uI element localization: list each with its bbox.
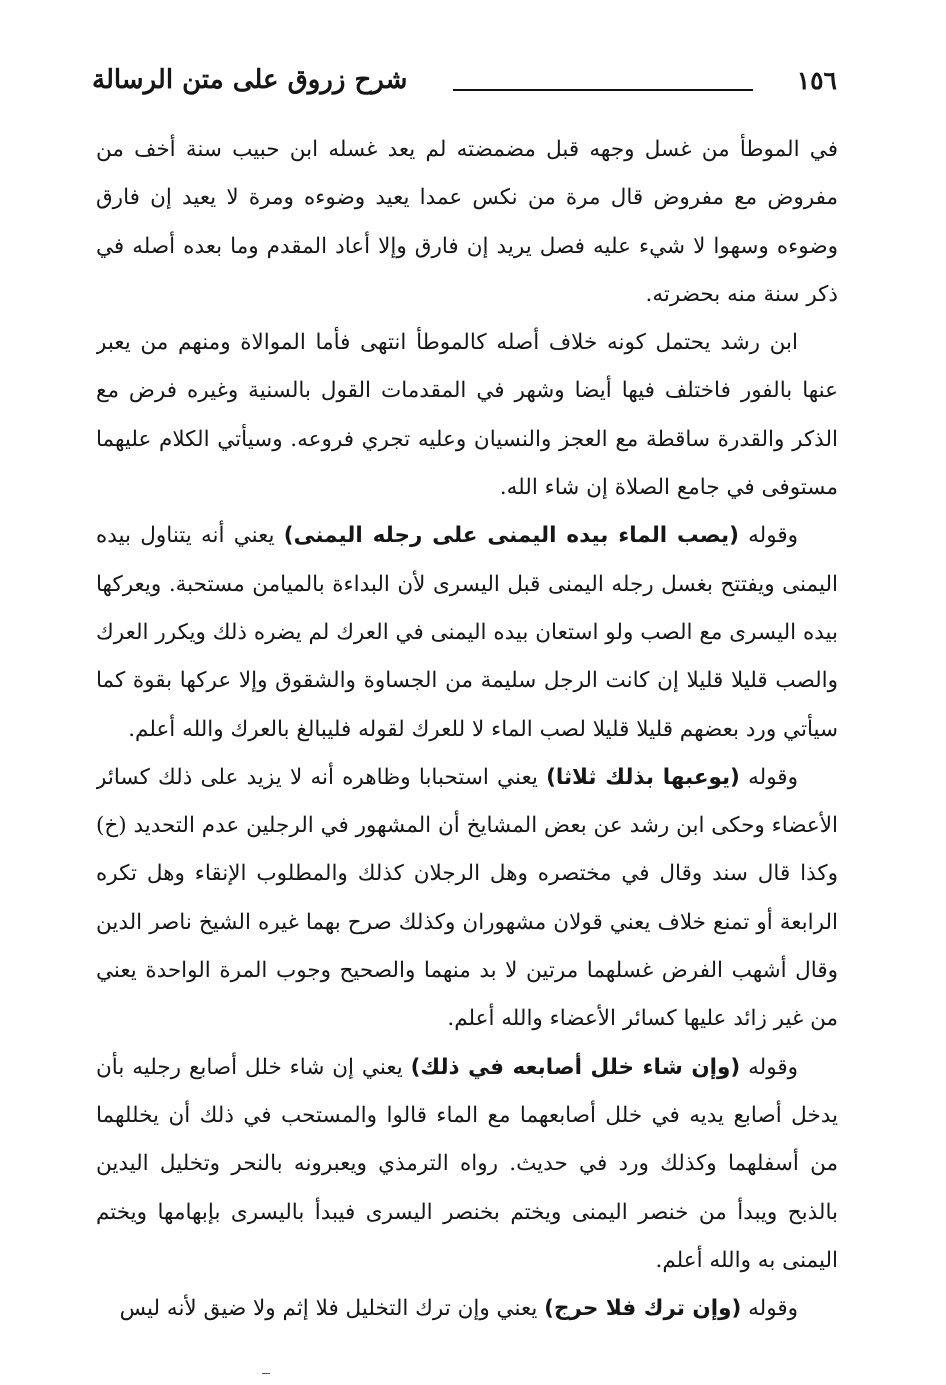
paragraph [96, 1044, 838, 1285]
paragraph-text: يعني وإن ترك التخليل فلا إثم ولا ضيق لأنه ليس [119, 1296, 538, 1322]
paragraph-text: يعني إن شاء خلل أصابع رجليه بأن يدخل أصابع يديه في خلل أصابعهما مع الماء قالوا والمستحب في ذلك أن يخللهما من أسفلهما وكذلك ورد في حديث. رواه الترمذي ويعبرونه بالنحر وتخليل اليدين بالذبح ويبدأ من خنصر اليمنى ويختم بخنصر اليسرى فيبدأ باليسرى بإبهامها ويختم اليمنى به والله أعلم. [96, 1054, 838, 1273]
paragraph-lead: وقوله [748, 764, 798, 790]
quoted-matn: (وإن ترك فلا حرج) [544, 1296, 742, 1322]
header-rule [453, 89, 753, 91]
quoted-matn: (يوعبها بذلك ثلاثا) [546, 764, 740, 790]
page-number: ١٥٦ [796, 66, 837, 95]
paragraph-lead: وقوله [748, 1054, 799, 1080]
page-body [96, 126, 838, 1356]
paragraph-text: ابن رشد يحتمل كونه خلاف أصله كالموطأ انتهى فأما الموالاة ومنهم من يعبر عنها بالفور فاختلف فيها أيضا وشهر في المقدمات القول بالسنية وغيره فرض مع الذكر والقدرة ساقطة مع العجز والنسيان وعليه تجري فروعه. وسيأتي الكلام عليهما مستوفى في جامع الصلاة إن شاء الله. [96, 330, 838, 501]
quoted-matn: (يصب الماء بيده اليمنى على رجله اليمنى) [283, 523, 739, 549]
running-title: شرح زروق على متن الرسالة [92, 65, 408, 95]
paragraph [96, 319, 838, 512]
page-header [92, 62, 837, 106]
paragraph [96, 126, 838, 319]
paragraph [96, 754, 838, 1044]
paragraph [96, 512, 838, 753]
paragraph-lead: وقوله [748, 523, 798, 549]
paragraph-text: يعني استحبابا وظاهره أنه لا يزيد على ذلك كسائر الأعضاء وحكى ابن رشد عن بعض المشايخ أن المشهور في الرجلين عدم التحديد (خ) وكذا قال سند وقال في مختصره وهل الرجلان كذلك والمطلوب الإنقاء وهل تكره الرابعة أو تمنع خلاف يعني قولان مشهوران وكذلك صرح بهما غيره الشيخ ناصر الدين وقال أشهب الفرض غسلهما مرتين لا بد منهما والصحيح وجوب المرة الواحدة يعني من غير زائد عليها كسائر الأعضاء والله أعلم. [96, 764, 838, 1032]
quoted-matn: (وإن شاء خلل أصابعه في ذلك) [410, 1054, 741, 1080]
scan-mark [262, 1373, 270, 1374]
paragraph-text: يعني أنه يتناول بيده اليمنى ويفتتح بغسل رجله اليمنى قبل اليسرى لأن البداءة بالميامن مستحبة. ويعركها بيده اليسرى مع الصب ولو استعان بيده اليمنى في العرك لم يضره ذلك ويكرر العرك والصب قليلا قليلا إن كانت الرجل سليمة من الجساوة والشقوق وإلا عركها بقوة كما سيأتي ورد بعضهم قليلا قليلا لصب الماء لا للعرك لقوله فليبالغ بالعرك والله أعلم. [96, 523, 838, 742]
paragraph-text: في الموطأ من غسل وجهه قبل مضمضته لم يعد غسله ابن حبيب سنة أخف من مفروض مع مفروض قال مرة من نكس عمدا يعيد وضوءه ومرة لا يعيد إن فارق وضوءه وسهوا لا شيء عليه فصل يريد إن فارق وإلا أعاد المقدم وما بعده أصله في ذكر سنة منه بحضرته. [96, 137, 838, 307]
paragraph-lead: وقوله [748, 1296, 798, 1322]
paragraph [96, 1285, 838, 1333]
